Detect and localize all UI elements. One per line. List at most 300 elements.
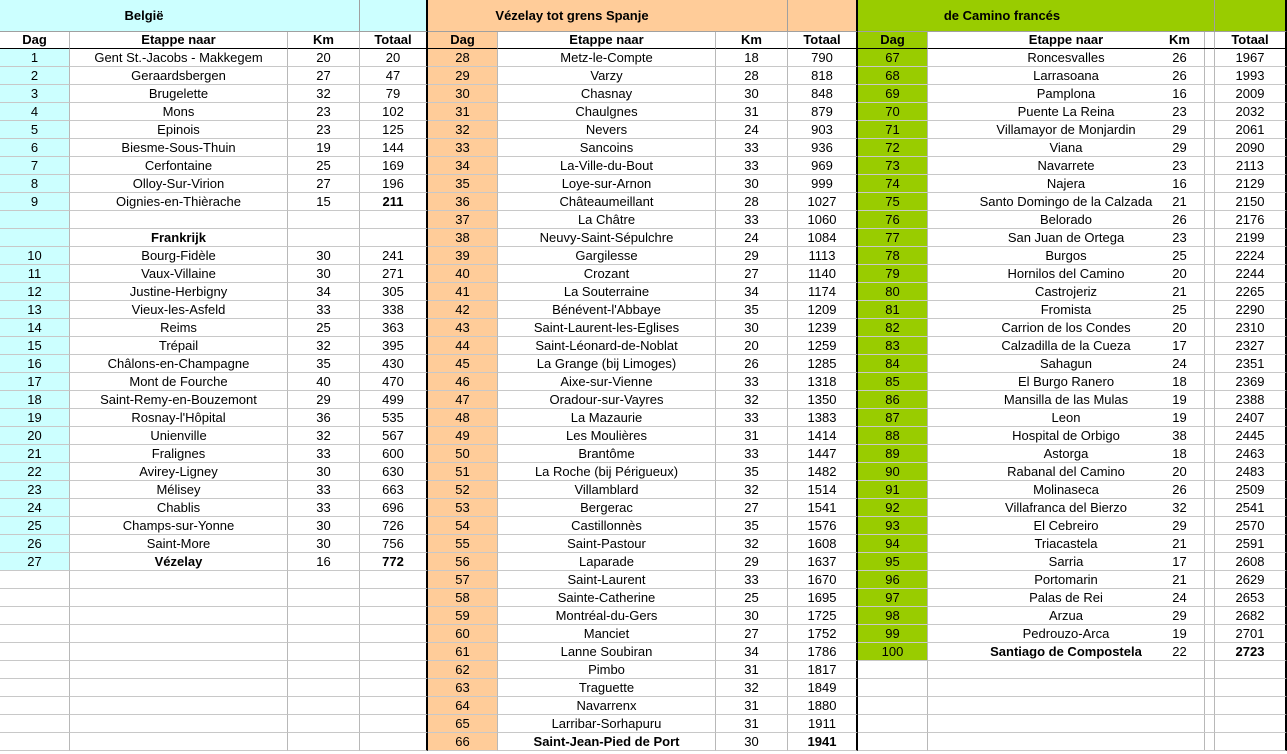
cell-km[interactable]: 32 <box>716 679 788 697</box>
cell-etappe[interactable]: Gent St.-Jacobs - Makkegem <box>70 49 288 67</box>
cell-totaal[interactable] <box>1215 679 1287 697</box>
cell-etappe[interactable]: Villamblard <box>498 481 716 499</box>
cell-etappe[interactable] <box>70 625 288 643</box>
cell-km[interactable] <box>288 607 360 625</box>
cell-dag[interactable]: 40 <box>428 265 498 283</box>
cell-totaal[interactable]: 2129 <box>1215 175 1287 193</box>
cell-km[interactable] <box>288 625 360 643</box>
cell-km[interactable]: 19 <box>288 139 360 157</box>
column-header-km[interactable]: Km <box>1145 32 1215 49</box>
cell-totaal[interactable]: 363 <box>360 319 428 337</box>
cell-etappe[interactable]: Brantôme <box>498 445 716 463</box>
cell-totaal[interactable]: 2682 <box>1215 607 1287 625</box>
cell-totaal[interactable]: 125 <box>360 121 428 139</box>
cell-totaal[interactable]: 969 <box>788 157 858 175</box>
cell-dag[interactable]: 8 <box>0 175 70 193</box>
cell-km[interactable]: 33 <box>716 211 788 229</box>
cell-km[interactable]: 20 <box>1145 319 1215 337</box>
cell-etappe[interactable] <box>70 643 288 661</box>
cell-etappe[interactable]: Bergerac <box>498 499 716 517</box>
cell-dag[interactable]: 36 <box>428 193 498 211</box>
cell-dag[interactable]: 50 <box>428 445 498 463</box>
cell-etappe[interactable]: Molinaseca <box>928 481 1205 499</box>
cell-km[interactable]: 26 <box>1145 481 1215 499</box>
cell-etappe[interactable]: Aixe-sur-Vienne <box>498 373 716 391</box>
cell-dag[interactable]: 56 <box>428 553 498 571</box>
cell-etappe[interactable]: Triacastela <box>928 535 1205 553</box>
cell-etappe[interactable]: Mansilla de las Mulas <box>928 391 1205 409</box>
cell-etappe[interactable]: Manciet <box>498 625 716 643</box>
cell-totaal[interactable]: 1695 <box>788 589 858 607</box>
cell-km[interactable]: 35 <box>288 355 360 373</box>
cell-etappe[interactable]: Puente La Reina <box>928 103 1205 121</box>
cell-dag[interactable]: 82 <box>858 319 928 337</box>
cell-etappe[interactable]: Châteaumeillant <box>498 193 716 211</box>
cell-totaal[interactable]: 567 <box>360 427 428 445</box>
cell-dag[interactable]: 29 <box>428 67 498 85</box>
cell-totaal[interactable]: 1880 <box>788 697 858 715</box>
cell-etappe[interactable]: Cerfontaine <box>70 157 288 175</box>
cell-dag[interactable] <box>0 733 70 751</box>
cell-km[interactable]: 29 <box>716 553 788 571</box>
cell-km[interactable]: 31 <box>716 715 788 733</box>
cell-etappe[interactable]: Saint-Pastour <box>498 535 716 553</box>
cell-totaal[interactable]: 2224 <box>1215 247 1287 265</box>
cell-etappe[interactable]: Vieux-les-Asfeld <box>70 301 288 319</box>
cell-etappe[interactable]: Carrion de los Condes <box>928 319 1205 337</box>
cell-dag[interactable]: 57 <box>428 571 498 589</box>
cell-totaal[interactable]: 1447 <box>788 445 858 463</box>
cell-totaal[interactable]: 2608 <box>1215 553 1287 571</box>
cell-km[interactable]: 23 <box>1145 229 1215 247</box>
cell-dag[interactable]: 43 <box>428 319 498 337</box>
cell-etappe[interactable]: Brugelette <box>70 85 288 103</box>
cell-dag[interactable]: 15 <box>0 337 70 355</box>
cell-km[interactable]: 30 <box>716 175 788 193</box>
cell-dag[interactable]: 31 <box>428 103 498 121</box>
column-header-totaal[interactable]: Totaal <box>788 32 858 49</box>
cell-km[interactable]: 31 <box>716 697 788 715</box>
cell-etappe[interactable]: Geraardsbergen <box>70 67 288 85</box>
cell-totaal[interactable]: 1608 <box>788 535 858 553</box>
cell-km[interactable]: 34 <box>288 283 360 301</box>
cell-etappe[interactable]: El Cebreiro <box>928 517 1205 535</box>
cell-totaal[interactable]: 1285 <box>788 355 858 373</box>
cell-dag[interactable]: 20 <box>0 427 70 445</box>
cell-dag[interactable]: 79 <box>858 265 928 283</box>
cell-etappe[interactable]: Villafranca del Bierzo <box>928 499 1205 517</box>
cell-km[interactable]: 20 <box>1145 463 1215 481</box>
cell-totaal[interactable]: 663 <box>360 481 428 499</box>
cell-dag[interactable] <box>0 625 70 643</box>
cell-km[interactable]: 33 <box>288 301 360 319</box>
cell-dag[interactable]: 5 <box>0 121 70 139</box>
cell-totaal[interactable]: 1259 <box>788 337 858 355</box>
cell-dag[interactable]: 7 <box>0 157 70 175</box>
cell-etappe[interactable]: Bourg-Fidèle <box>70 247 288 265</box>
cell-dag[interactable] <box>858 679 928 697</box>
cell-dag[interactable]: 52 <box>428 481 498 499</box>
cell-etappe[interactable]: Lanne Soubiran <box>498 643 716 661</box>
cell-totaal[interactable]: 2483 <box>1215 463 1287 481</box>
cell-dag[interactable]: 100 <box>858 643 928 661</box>
cell-totaal[interactable]: 102 <box>360 103 428 121</box>
cell-etappe[interactable]: Epinois <box>70 121 288 139</box>
cell-etappe[interactable] <box>70 661 288 679</box>
cell-totaal[interactable] <box>360 697 428 715</box>
cell-totaal[interactable]: 999 <box>788 175 858 193</box>
cell-dag[interactable]: 35 <box>428 175 498 193</box>
cell-dag[interactable]: 24 <box>0 499 70 517</box>
cell-totaal[interactable]: 2701 <box>1215 625 1287 643</box>
cell-totaal[interactable]: 1541 <box>788 499 858 517</box>
cell-km[interactable]: 18 <box>716 49 788 67</box>
cell-totaal[interactable]: 2570 <box>1215 517 1287 535</box>
cell-etappe[interactable] <box>70 589 288 607</box>
cell-km[interactable]: 27 <box>716 499 788 517</box>
cell-totaal[interactable]: 1113 <box>788 247 858 265</box>
cell-km[interactable]: 34 <box>716 283 788 301</box>
cell-dag[interactable]: 71 <box>858 121 928 139</box>
header-cell[interactable] <box>716 0 788 32</box>
cell-km[interactable]: 34 <box>716 643 788 661</box>
cell-dag[interactable]: 32 <box>428 121 498 139</box>
cell-totaal[interactable]: 1911 <box>788 715 858 733</box>
cell-totaal[interactable]: 2199 <box>1215 229 1287 247</box>
cell-km[interactable] <box>1145 715 1215 733</box>
cell-km[interactable]: 30 <box>288 247 360 265</box>
cell-km[interactable]: 28 <box>716 193 788 211</box>
cell-etappe[interactable]: Castrojeriz <box>928 283 1205 301</box>
cell-totaal[interactable]: 2113 <box>1215 157 1287 175</box>
cell-totaal[interactable] <box>360 733 428 751</box>
cell-km[interactable]: 23 <box>1145 103 1215 121</box>
cell-km[interactable]: 32 <box>288 337 360 355</box>
cell-etappe[interactable]: La Roche (bij Périgueux) <box>498 463 716 481</box>
cell-etappe[interactable]: Laparade <box>498 553 716 571</box>
cell-totaal[interactable]: 1482 <box>788 463 858 481</box>
cell-totaal[interactable]: 2509 <box>1215 481 1287 499</box>
cell-dag[interactable]: 28 <box>428 49 498 67</box>
cell-totaal[interactable]: 499 <box>360 391 428 409</box>
cell-totaal[interactable] <box>360 571 428 589</box>
column-header-dag[interactable]: Dag <box>0 32 70 49</box>
header-cell[interactable] <box>1145 0 1215 32</box>
cell-etappe[interactable]: Leon <box>928 409 1205 427</box>
cell-dag[interactable]: 88 <box>858 427 928 445</box>
cell-totaal[interactable]: 726 <box>360 517 428 535</box>
cell-totaal[interactable]: 2310 <box>1215 319 1287 337</box>
cell-etappe[interactable]: Olloy-Sur-Virion <box>70 175 288 193</box>
cell-dag[interactable]: 12 <box>0 283 70 301</box>
cell-km[interactable] <box>288 643 360 661</box>
cell-km[interactable] <box>288 679 360 697</box>
cell-dag[interactable]: 83 <box>858 337 928 355</box>
cell-km[interactable]: 30 <box>716 85 788 103</box>
cell-totaal[interactable]: 2290 <box>1215 301 1287 319</box>
cell-dag[interactable]: 90 <box>858 463 928 481</box>
cell-dag[interactable]: 34 <box>428 157 498 175</box>
cell-totaal[interactable]: 2388 <box>1215 391 1287 409</box>
cell-km[interactable]: 25 <box>716 589 788 607</box>
cell-totaal[interactable]: 2629 <box>1215 571 1287 589</box>
cell-totaal[interactable]: 241 <box>360 247 428 265</box>
cell-etappe[interactable]: Justine-Herbigny <box>70 283 288 301</box>
cell-etappe[interactable]: Sarria <box>928 553 1205 571</box>
cell-km[interactable]: 24 <box>716 229 788 247</box>
cell-totaal[interactable]: 936 <box>788 139 858 157</box>
cell-dag[interactable]: 65 <box>428 715 498 733</box>
cell-totaal[interactable]: 1849 <box>788 679 858 697</box>
cell-etappe[interactable]: Oignies-en-Thièrache <box>70 193 288 211</box>
cell-totaal[interactable]: 211 <box>360 193 428 211</box>
cell-etappe[interactable]: Burgos <box>928 247 1205 265</box>
cell-km[interactable] <box>1145 733 1215 751</box>
cell-km[interactable] <box>288 733 360 751</box>
cell-km[interactable]: 24 <box>1145 355 1215 373</box>
cell-totaal[interactable]: 2407 <box>1215 409 1287 427</box>
cell-totaal[interactable]: 338 <box>360 301 428 319</box>
cell-etappe[interactable]: Avirey-Ligney <box>70 463 288 481</box>
cell-totaal[interactable]: 2150 <box>1215 193 1287 211</box>
cell-dag[interactable]: 21 <box>0 445 70 463</box>
cell-dag[interactable] <box>0 715 70 733</box>
cell-km[interactable] <box>1145 697 1215 715</box>
cell-totaal[interactable]: 600 <box>360 445 428 463</box>
cell-km[interactable]: 29 <box>288 391 360 409</box>
cell-km[interactable] <box>288 697 360 715</box>
cell-totaal[interactable]: 1350 <box>788 391 858 409</box>
cell-km[interactable]: 24 <box>716 121 788 139</box>
cell-km[interactable]: 33 <box>716 373 788 391</box>
cell-km[interactable]: 16 <box>288 553 360 571</box>
cell-totaal[interactable]: 2591 <box>1215 535 1287 553</box>
cell-etappe[interactable]: Viana <box>928 139 1205 157</box>
cell-etappe[interactable]: Montréal-du-Gers <box>498 607 716 625</box>
cell-etappe[interactable]: Vézelay <box>70 553 288 571</box>
cell-km[interactable]: 32 <box>716 535 788 553</box>
cell-totaal[interactable]: 1941 <box>788 733 858 751</box>
cell-dag[interactable]: 33 <box>428 139 498 157</box>
cell-dag[interactable]: 84 <box>858 355 928 373</box>
cell-totaal[interactable] <box>360 589 428 607</box>
cell-km[interactable]: 38 <box>1145 427 1215 445</box>
cell-km[interactable]: 19 <box>1145 409 1215 427</box>
cell-km[interactable]: 32 <box>716 481 788 499</box>
header-cell[interactable] <box>288 0 360 32</box>
cell-km[interactable]: 21 <box>1145 535 1215 553</box>
cell-dag[interactable]: 81 <box>858 301 928 319</box>
cell-km[interactable]: 30 <box>288 265 360 283</box>
cell-etappe[interactable]: Frankrijk <box>70 229 288 247</box>
cell-etappe[interactable]: Neuvy-Saint-Sépulchre <box>498 229 716 247</box>
cell-totaal[interactable]: 879 <box>788 103 858 121</box>
cell-dag[interactable]: 6 <box>0 139 70 157</box>
cell-totaal[interactable] <box>360 607 428 625</box>
cell-km[interactable]: 35 <box>716 463 788 481</box>
cell-dag[interactable]: 49 <box>428 427 498 445</box>
cell-dag[interactable]: 59 <box>428 607 498 625</box>
cell-etappe[interactable]: Loye-sur-Arnon <box>498 175 716 193</box>
cell-dag[interactable]: 46 <box>428 373 498 391</box>
cell-dag[interactable]: 48 <box>428 409 498 427</box>
cell-etappe[interactable] <box>70 733 288 751</box>
cell-dag[interactable] <box>0 589 70 607</box>
cell-etappe[interactable]: Palas de Rei <box>928 589 1205 607</box>
cell-totaal[interactable]: 1993 <box>1215 67 1287 85</box>
cell-totaal[interactable]: 1383 <box>788 409 858 427</box>
header-cell[interactable] <box>1215 0 1287 32</box>
cell-totaal[interactable]: 756 <box>360 535 428 553</box>
cell-dag[interactable]: 68 <box>858 67 928 85</box>
cell-etappe[interactable]: Champs-sur-Yonne <box>70 517 288 535</box>
cell-totaal[interactable]: 1514 <box>788 481 858 499</box>
cell-etappe[interactable]: Pimbo <box>498 661 716 679</box>
cell-etappe[interactable]: Rabanal del Camino <box>928 463 1205 481</box>
cell-totaal[interactable]: 1239 <box>788 319 858 337</box>
cell-etappe[interactable]: Mélisey <box>70 481 288 499</box>
cell-etappe[interactable]: Chablis <box>70 499 288 517</box>
cell-km[interactable]: 35 <box>716 301 788 319</box>
cell-dag[interactable]: 37 <box>428 211 498 229</box>
cell-km[interactable]: 40 <box>288 373 360 391</box>
cell-km[interactable]: 32 <box>288 85 360 103</box>
cell-km[interactable]: 32 <box>288 427 360 445</box>
cell-totaal[interactable] <box>360 625 428 643</box>
cell-dag[interactable]: 98 <box>858 607 928 625</box>
cell-totaal[interactable]: 2327 <box>1215 337 1287 355</box>
cell-etappe[interactable]: Navarrenx <box>498 697 716 715</box>
cell-km[interactable]: 30 <box>716 607 788 625</box>
cell-dag[interactable]: 70 <box>858 103 928 121</box>
cell-km[interactable]: 26 <box>1145 67 1215 85</box>
cell-km[interactable]: 15 <box>288 193 360 211</box>
cell-dag[interactable]: 91 <box>858 481 928 499</box>
cell-etappe[interactable] <box>70 697 288 715</box>
cell-km[interactable]: 32 <box>1145 499 1215 517</box>
column-header-dag[interactable]: Dag <box>858 32 928 49</box>
cell-dag[interactable]: 51 <box>428 463 498 481</box>
cell-km[interactable]: 23 <box>288 103 360 121</box>
cell-totaal[interactable]: 79 <box>360 85 428 103</box>
cell-km[interactable]: 29 <box>1145 139 1215 157</box>
cell-etappe[interactable]: Vaux-Villaine <box>70 265 288 283</box>
cell-etappe[interactable] <box>70 679 288 697</box>
cell-km[interactable]: 33 <box>716 409 788 427</box>
cell-km[interactable]: 31 <box>716 661 788 679</box>
cell-dag[interactable]: 73 <box>858 157 928 175</box>
cell-etappe[interactable]: La Châtre <box>498 211 716 229</box>
cell-km[interactable]: 33 <box>716 139 788 157</box>
cell-dag[interactable] <box>0 643 70 661</box>
cell-etappe[interactable]: Saint-Laurent-les-Eglises <box>498 319 716 337</box>
cell-km[interactable]: 18 <box>1145 373 1215 391</box>
cell-etappe[interactable]: Sahagun <box>928 355 1205 373</box>
cell-etappe[interactable]: Saint-More <box>70 535 288 553</box>
cell-km[interactable]: 29 <box>1145 517 1215 535</box>
cell-dag[interactable]: 25 <box>0 517 70 535</box>
cell-etappe[interactable]: La Mazaurie <box>498 409 716 427</box>
cell-km[interactable]: 28 <box>716 67 788 85</box>
cell-dag[interactable]: 30 <box>428 85 498 103</box>
cell-totaal[interactable]: 430 <box>360 355 428 373</box>
cell-km[interactable]: 31 <box>716 103 788 121</box>
cell-totaal[interactable]: 1817 <box>788 661 858 679</box>
cell-totaal[interactable] <box>1215 715 1287 733</box>
cell-etappe[interactable]: Pamplona <box>928 85 1205 103</box>
cell-km[interactable]: 27 <box>288 175 360 193</box>
cell-dag[interactable]: 22 <box>0 463 70 481</box>
cell-totaal[interactable] <box>360 643 428 661</box>
cell-totaal[interactable]: 47 <box>360 67 428 85</box>
cell-totaal[interactable]: 903 <box>788 121 858 139</box>
cell-totaal[interactable]: 1576 <box>788 517 858 535</box>
cell-dag[interactable]: 85 <box>858 373 928 391</box>
cell-dag[interactable]: 97 <box>858 589 928 607</box>
cell-etappe[interactable]: La Souterraine <box>498 283 716 301</box>
cell-etappe[interactable]: Oradour-sur-Vayres <box>498 391 716 409</box>
cell-dag[interactable]: 77 <box>858 229 928 247</box>
cell-km[interactable]: 30 <box>716 733 788 751</box>
cell-etappe[interactable]: Portomarin <box>928 571 1205 589</box>
cell-totaal[interactable]: 1140 <box>788 265 858 283</box>
cell-etappe[interactable]: Gargilesse <box>498 247 716 265</box>
cell-etappe[interactable]: Rosnay-l'Hôpital <box>70 409 288 427</box>
cell-km[interactable] <box>1145 661 1215 679</box>
cell-totaal[interactable]: 772 <box>360 553 428 571</box>
cell-dag[interactable]: 60 <box>428 625 498 643</box>
cell-km[interactable]: 27 <box>288 67 360 85</box>
cell-dag[interactable]: 53 <box>428 499 498 517</box>
cell-etappe[interactable]: Nevers <box>498 121 716 139</box>
cell-km[interactable]: 25 <box>1145 301 1215 319</box>
cell-etappe[interactable]: Varzy <box>498 67 716 85</box>
cell-totaal[interactable]: 1414 <box>788 427 858 445</box>
cell-km[interactable] <box>1145 679 1215 697</box>
column-header-etappe[interactable]: Etappe naar <box>70 32 288 49</box>
cell-dag[interactable]: 69 <box>858 85 928 103</box>
cell-km[interactable]: 20 <box>288 49 360 67</box>
cell-km[interactable] <box>288 589 360 607</box>
cell-totaal[interactable]: 2445 <box>1215 427 1287 445</box>
cell-dag[interactable]: 86 <box>858 391 928 409</box>
cell-dag[interactable]: 23 <box>0 481 70 499</box>
cell-totaal[interactable]: 2723 <box>1215 643 1287 661</box>
cell-etappe[interactable]: Saint-Remy-en-Bouzemont <box>70 391 288 409</box>
cell-km[interactable]: 16 <box>1145 85 1215 103</box>
cell-km[interactable]: 36 <box>288 409 360 427</box>
cell-dag[interactable] <box>858 697 928 715</box>
cell-km[interactable]: 33 <box>288 499 360 517</box>
cell-dag[interactable]: 78 <box>858 247 928 265</box>
cell-etappe[interactable] <box>70 211 288 229</box>
cell-dag[interactable] <box>858 715 928 733</box>
cell-dag[interactable]: 13 <box>0 301 70 319</box>
cell-etappe[interactable]: Biesme-Sous-Thuin <box>70 139 288 157</box>
cell-dag[interactable] <box>0 211 70 229</box>
cell-dag[interactable] <box>0 661 70 679</box>
cell-dag[interactable]: 38 <box>428 229 498 247</box>
cell-etappe[interactable]: Astorga <box>928 445 1205 463</box>
cell-dag[interactable]: 93 <box>858 517 928 535</box>
cell-dag[interactable]: 17 <box>0 373 70 391</box>
cell-etappe[interactable]: La-Ville-du-Bout <box>498 157 716 175</box>
cell-dag[interactable] <box>0 697 70 715</box>
cell-km[interactable]: 26 <box>1145 211 1215 229</box>
cell-etappe[interactable]: Les Moulières <box>498 427 716 445</box>
cell-km[interactable]: 30 <box>288 463 360 481</box>
cell-km[interactable]: 16 <box>1145 175 1215 193</box>
